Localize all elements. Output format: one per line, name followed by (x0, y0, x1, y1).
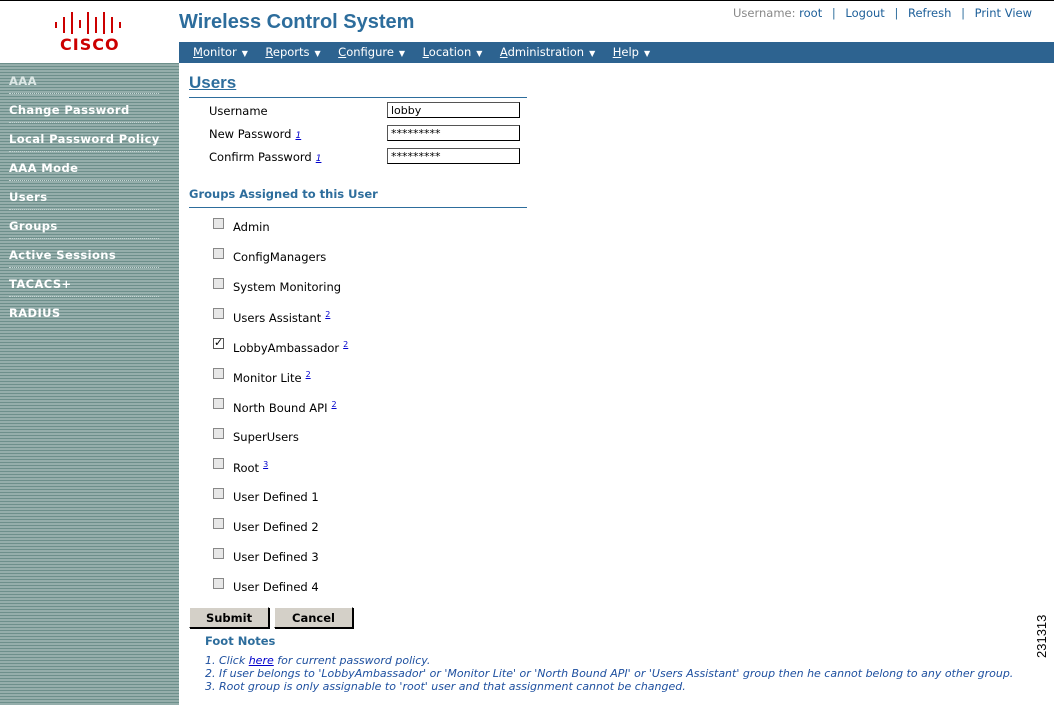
group-label (233, 490, 319, 504)
footnote-link[interactable]: 2 (331, 400, 337, 409)
group-checkbox[interactable] (213, 518, 224, 529)
menu-label: dministration (507, 45, 585, 59)
username-field[interactable] (387, 102, 520, 118)
menu-monitor[interactable] (179, 42, 248, 59)
footnote-2: 2. If user belongs to 'LobbyAmbassador' or 'Monitor Lite' or 'North Bound API' or 'Users Assistant' group then he cannot belong to any other group. (205, 667, 1014, 680)
separator: | (831, 6, 836, 20)
group-label-text: SuperUsers (233, 430, 299, 444)
menu-label: ocation (428, 45, 472, 59)
footnote-1-suffix: for current password policy. (273, 654, 431, 667)
username-value: root (799, 6, 823, 20)
cisco-logo-text: CISCO (60, 35, 120, 54)
dropdown-arrow-icon: ▼ (643, 49, 651, 58)
group-checkbox[interactable] (213, 308, 224, 319)
sidebar (0, 63, 179, 705)
group-label-text: User Defined 2 (233, 520, 319, 534)
divider (9, 93, 159, 94)
footnote-link[interactable]: 3 (263, 460, 269, 469)
divider (189, 97, 527, 98)
menu-accesskey: L (422, 45, 429, 59)
menu-administration[interactable] (486, 42, 595, 59)
menu-label: eports (272, 45, 310, 59)
menu-accesskey: A (499, 45, 508, 59)
group-checkbox[interactable] (213, 398, 224, 409)
print-view-link[interactable]: Print View (974, 6, 1032, 20)
group-checkbox[interactable] (213, 338, 224, 349)
group-checkbox[interactable] (213, 458, 224, 469)
group-label (233, 430, 299, 444)
dropdown-arrow-icon: ▼ (398, 49, 406, 58)
group-checkbox[interactable] (213, 278, 224, 289)
group-label (233, 370, 311, 385)
cisco-logo (0, 2, 179, 62)
confirm-password-label-text: Confirm Password (209, 150, 312, 164)
menu-configure[interactable] (324, 42, 405, 59)
menu-help[interactable] (599, 42, 650, 59)
sidebar-item-radius[interactable]: RADIUS (9, 306, 61, 320)
group-label (233, 460, 268, 475)
group-label-text: ConfigManagers (233, 250, 327, 264)
username-label: Username: (733, 6, 796, 20)
refresh-link[interactable]: Refresh (907, 6, 952, 20)
group-label (233, 310, 330, 325)
dropdown-arrow-icon: ▼ (241, 49, 248, 58)
sidebar-item-active-sessions[interactable]: Active Sessions (9, 248, 117, 262)
footnote-link[interactable]: 1 (315, 154, 322, 164)
footnote-1 (205, 654, 430, 667)
sidebar-item-aaa-mode[interactable]: AAA Mode (9, 161, 79, 175)
group-label-text: User Defined 1 (233, 490, 319, 504)
group-label (233, 340, 348, 355)
dropdown-arrow-icon: ▼ (589, 49, 596, 58)
divider (9, 151, 159, 152)
sidebar-item-change-password[interactable]: Change Password (9, 103, 130, 117)
group-label-text: LobbyAmbassador (233, 340, 340, 355)
new-password-label-text: New Password (209, 127, 292, 141)
footnote-link[interactable]: 2 (325, 310, 331, 319)
group-checkbox[interactable] (213, 218, 224, 229)
submit-button[interactable]: Submit (189, 607, 269, 628)
group-label-text: North Bound API (233, 400, 328, 415)
group-label (233, 550, 319, 564)
footnote-link[interactable]: 2 (305, 370, 311, 379)
app-title: Wireless Control System (179, 11, 415, 33)
group-checkbox[interactable] (213, 428, 224, 439)
group-label-text: Users Assistant (233, 310, 322, 325)
sidebar-item-groups[interactable]: Groups (9, 219, 58, 233)
figure-id: 231313 (1034, 614, 1049, 658)
footnote-link[interactable]: 2 (343, 340, 349, 349)
menu-label: onfigure (346, 45, 394, 59)
cancel-button[interactable]: Cancel (274, 607, 353, 628)
divider (9, 122, 159, 123)
divider (9, 238, 159, 239)
sidebar-item-tacacs[interactable]: TACACS+ (9, 277, 72, 291)
divider (189, 207, 527, 208)
group-checkbox[interactable] (213, 578, 224, 589)
group-checkbox[interactable] (213, 488, 224, 499)
confirm-password-label (209, 150, 321, 164)
password-policy-link[interactable]: here (248, 654, 274, 667)
menu-label: elp (621, 45, 639, 59)
username-field-label: Username (209, 104, 268, 118)
divider (9, 267, 159, 268)
divider (9, 209, 159, 210)
group-label-text: Root (233, 460, 260, 475)
menu-accesskey: C (338, 45, 347, 59)
group-checkbox[interactable] (213, 548, 224, 559)
menu-accesskey: H (612, 45, 622, 59)
group-label (233, 280, 341, 294)
menu-reports[interactable] (251, 42, 320, 59)
separator: | (961, 6, 965, 20)
group-label (233, 250, 326, 264)
dropdown-arrow-icon: ▼ (476, 49, 483, 58)
dropdown-arrow-icon: ▼ (314, 49, 321, 58)
groups-section-title: Groups Assigned to this User (189, 187, 378, 201)
group-label-text: Monitor Lite (233, 370, 302, 385)
page-title: Users (189, 73, 237, 92)
group-label-text: User Defined 4 (233, 580, 319, 594)
menu-label: onitor (202, 45, 237, 59)
menu-accesskey: R (265, 45, 273, 59)
footnote-link[interactable]: 1 (295, 131, 302, 141)
new-password-label (209, 127, 301, 141)
divider (9, 180, 159, 181)
logout-link[interactable]: Logout (845, 6, 885, 20)
group-label (233, 400, 337, 415)
separator: | (894, 6, 899, 20)
new-password-field[interactable] (387, 125, 520, 141)
group-checkbox[interactable] (213, 368, 224, 379)
group-label (233, 220, 270, 234)
menu-accesskey: M (193, 45, 203, 59)
top-links (733, 6, 1032, 20)
footnote-3: 3. Root group is only assignable to 'root' user and that assignment cannot be changed. (205, 680, 686, 693)
group-label (233, 580, 319, 594)
sidebar-item-users[interactable]: Users (9, 190, 48, 204)
sidebar-item-aaa[interactable]: AAA (9, 74, 37, 88)
group-label-text: System Monitoring (233, 280, 342, 294)
confirm-password-field[interactable] (387, 148, 520, 164)
footnotes-title: Foot Notes (205, 634, 276, 648)
group-label-text: User Defined 3 (233, 550, 319, 564)
menu-location[interactable] (409, 42, 483, 59)
main-menu (179, 42, 1054, 63)
group-label-text: Admin (233, 220, 270, 234)
footnote-1-prefix: 1. Click (205, 654, 249, 667)
top-border (0, 0, 1054, 1)
group-checkbox[interactable] (213, 248, 224, 259)
sidebar-item-local-password-policy[interactable]: Local Password Policy (9, 132, 160, 146)
divider (9, 296, 159, 297)
cisco-bars-icon (55, 12, 125, 34)
group-label (233, 520, 319, 534)
